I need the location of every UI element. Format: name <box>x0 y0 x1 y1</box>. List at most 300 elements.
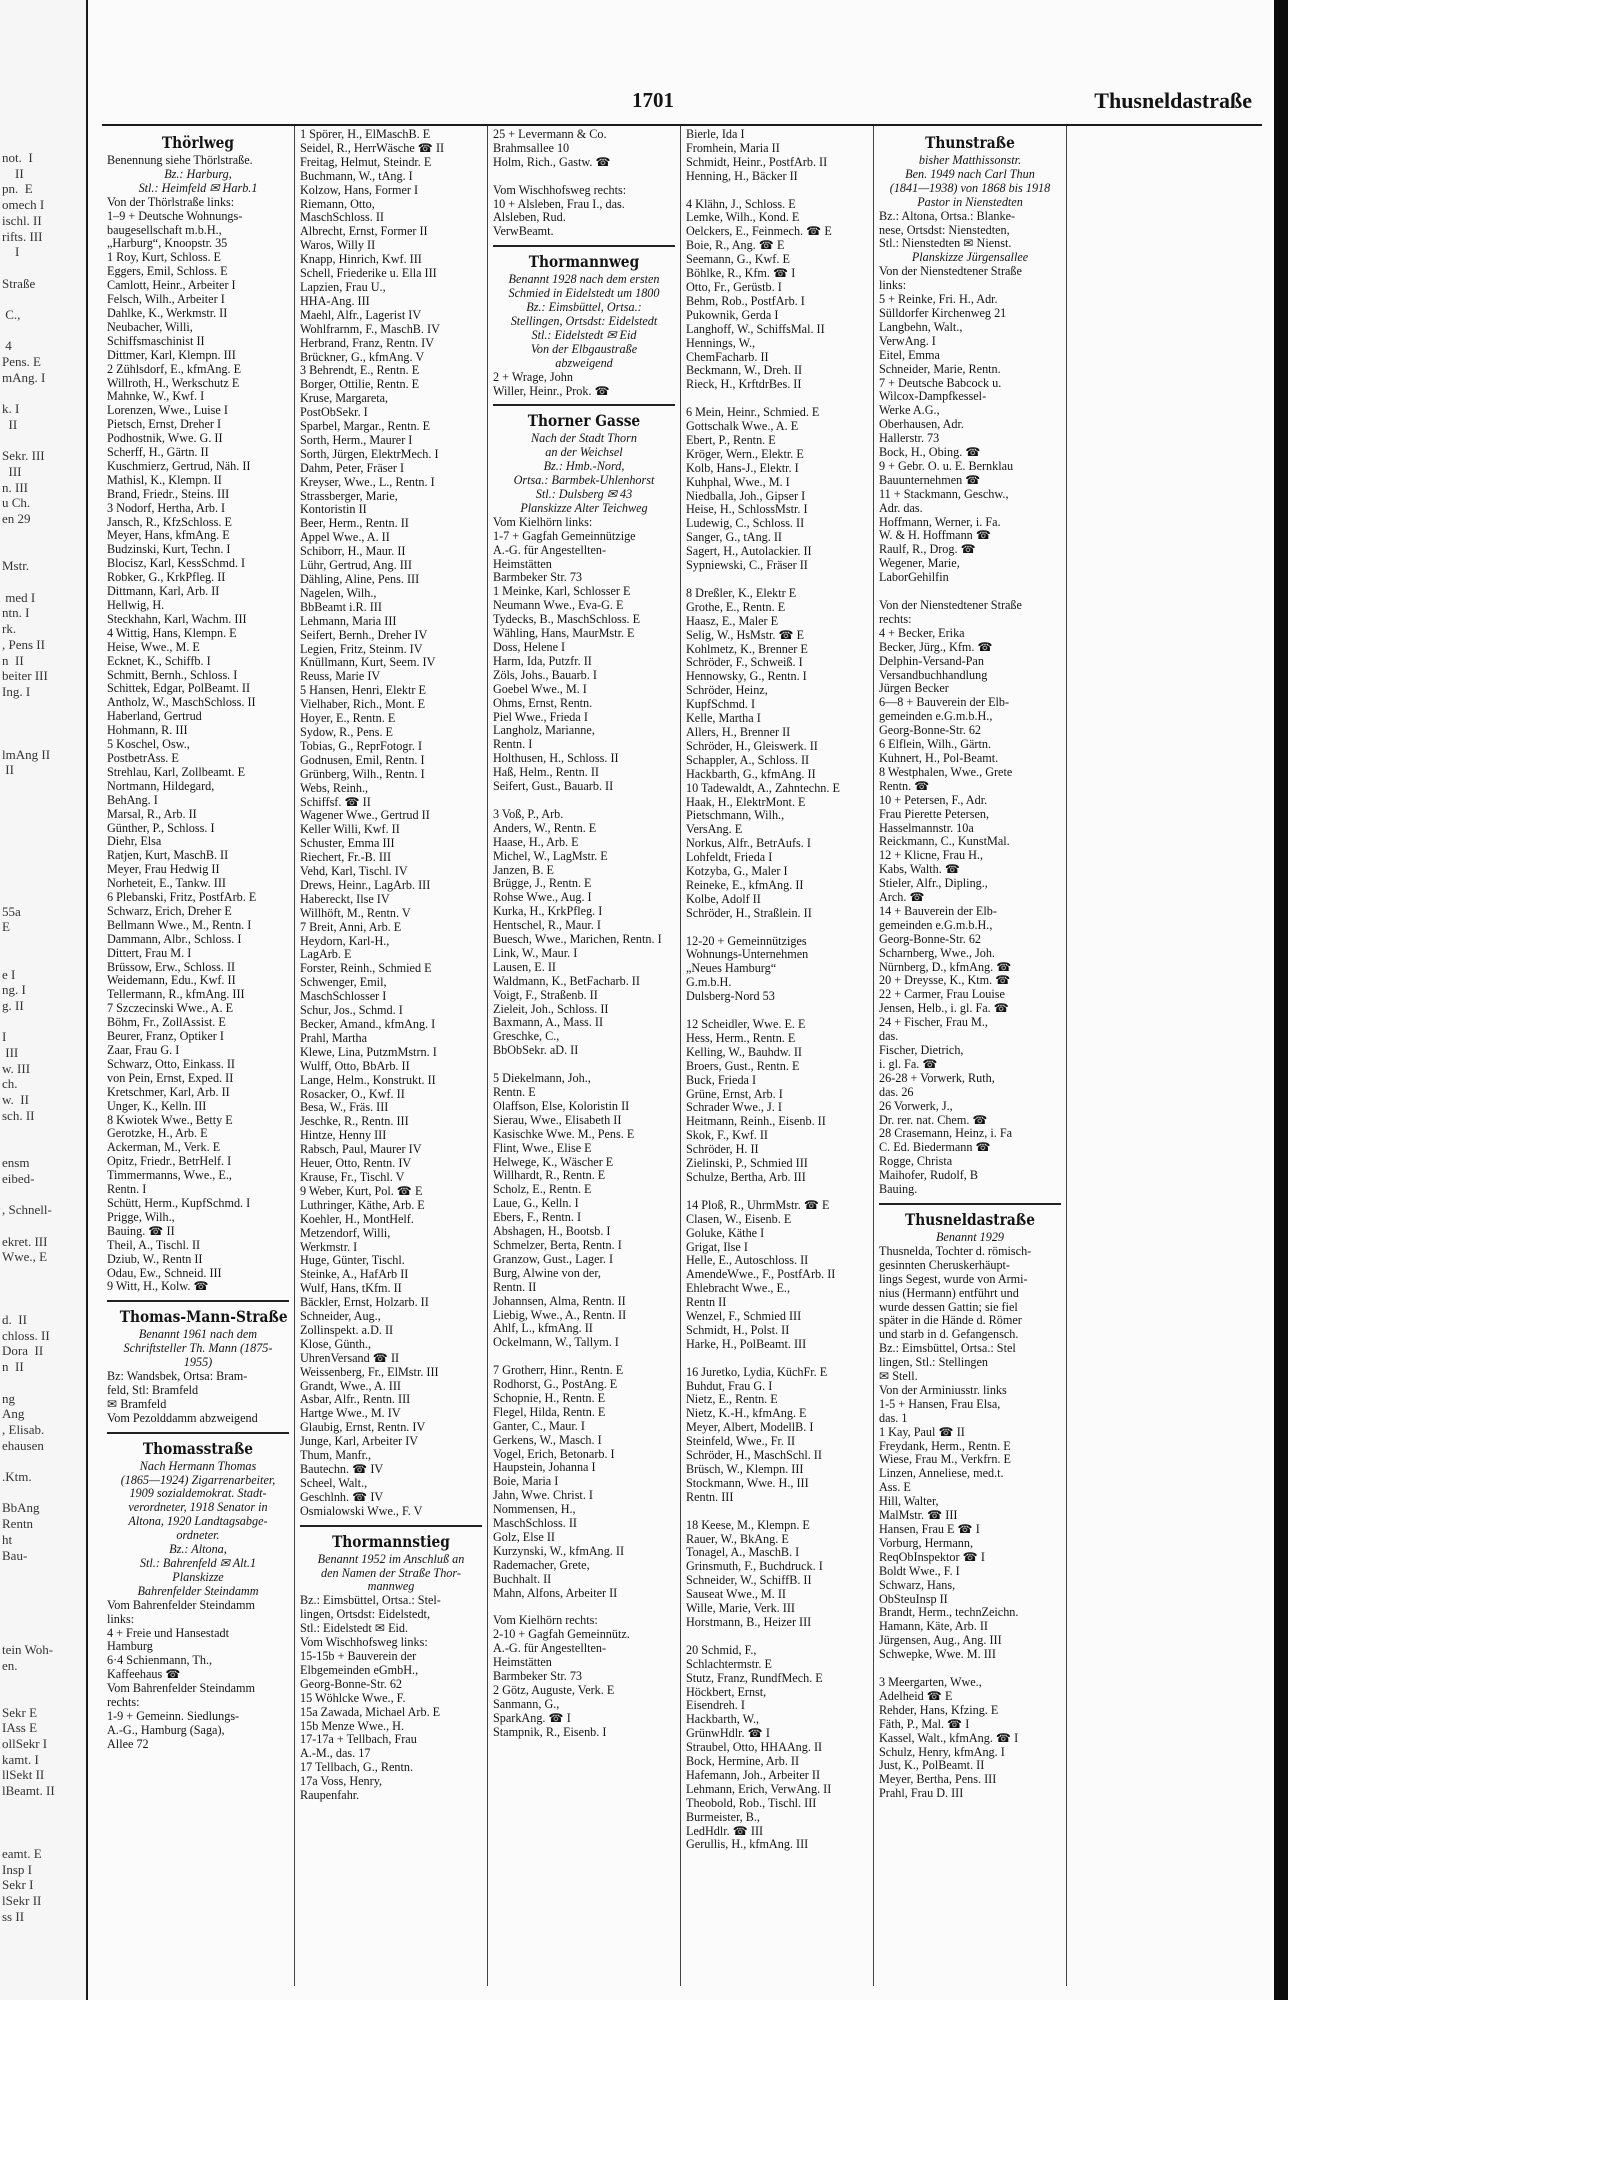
street-note: verordneter, 1918 Senator in <box>128 1501 268 1515</box>
street-note: 1909 sozialdemokrat. Stadt- <box>129 1487 267 1501</box>
directory-entry: Mathisl, K., Klempn. II <box>107 473 222 487</box>
directory-entry: Bäckler, Ernst, Holzarb. II <box>300 1296 429 1310</box>
directory-entry: Sülldorfer Kirchenweg 21 <box>879 306 1007 320</box>
directory-entry: Behm, Rob., PostfArb. I <box>686 294 805 308</box>
directory-entry: Jürgen Becker <box>879 682 949 696</box>
directory-entry: Schwarz, Hans, <box>879 1578 956 1592</box>
directory-entry: Reickmann, C., KunstMal. <box>879 835 1010 849</box>
directory-entry: Rabsch, Paul, Maurer IV <box>300 1143 422 1157</box>
directory-entry: Horstmann, B., Heizer III <box>686 1615 812 1629</box>
directory-entry: Knapp, Hinrich, Kwf. III <box>300 253 422 267</box>
directory-entry: Bock, Hermine, Arb. II <box>686 1755 800 1769</box>
directory-entry: Wagener Wwe., Gertrud II <box>300 809 430 823</box>
directory-entry: 8 Westphalen, Wwe., Grete <box>879 765 1013 779</box>
directory-entry: 20 Schmid, F., <box>686 1643 757 1657</box>
directory-entry: Georg-Bonne-Str. 62 <box>300 1677 403 1691</box>
directory-entry: Wilcox-Dampfkessel- <box>879 390 987 404</box>
directory-entry: Robker, G., KrkPfleg. II <box>107 571 226 585</box>
directory-entry: ✉ Bramfeld <box>107 1397 167 1411</box>
directory-entry: Beurer, Franz, Optiker I <box>107 1030 224 1044</box>
directory-entry: 2-10 + Gagfah Gemeinnütz. <box>493 1628 630 1642</box>
directory-entry: 17a Voss, Henry, <box>300 1775 383 1789</box>
directory-entry: Laue, G., Kelln. I <box>493 1197 579 1211</box>
directory-entry: Lange, Helm., Konstrukt. II <box>300 1073 436 1087</box>
directory-entry: Schur, Jos., Schmd. I <box>300 1004 403 1018</box>
directory-entry: Schlachtermstr. E <box>686 1657 772 1671</box>
directory-entry: MaschSchlosser I <box>300 990 387 1004</box>
directory-entry: Schmidt, Heinr., PostfArb. II <box>686 155 828 169</box>
directory-entry: Rentn. II <box>493 1280 537 1294</box>
directory-entry: Dahm, Peter, Fräser I <box>300 461 405 475</box>
directory-entry: Sparbel, Margar., Rentn. E <box>300 420 431 434</box>
directory-entry: Stl.: Eidelstedt ✉ Eid. <box>300 1622 409 1636</box>
directory-entry: Bautechn. ☎ IV <box>300 1463 384 1476</box>
directory-entry: Lorenzen, Wwe., Luise I <box>107 404 228 418</box>
directory-entry: Theil, A., Tischl. II <box>107 1238 201 1252</box>
directory-columns <box>102 126 1262 1986</box>
directory-entry: Hentschel, R., Maur. I <box>493 919 601 933</box>
directory-entry: Prahl, Frau D. III <box>879 1787 964 1801</box>
directory-entry: Ockelmann, W., Tallym. I <box>493 1336 619 1350</box>
directory-entry: Ackerman, M., Verk. E <box>107 1141 221 1155</box>
section-divider <box>107 1300 289 1302</box>
directory-entry: 9 Weber, Kurt, Pol. ☎ E <box>300 1184 423 1198</box>
directory-entry: Sypniewski, C., Fräser II <box>686 559 808 573</box>
directory-entry: Buck, Frieda I <box>686 1073 757 1087</box>
directory-entry: Kohlmetz, K., Brenner E <box>686 642 808 656</box>
directory-entry: Schittek, Edgar, PolBeamt. II <box>107 682 251 696</box>
directory-entry: 15-15b + Bauverein der <box>300 1649 417 1663</box>
directory-entry: Wohnungs-Unternehmen <box>686 948 809 962</box>
directory-entry: Reuss, Marie IV <box>300 670 381 684</box>
directory-entry: Knüllmann, Kurt, Seem. IV <box>300 656 436 670</box>
directory-entry: Riechert, Fr.-B. III <box>300 851 392 865</box>
directory-entry: Dittmann, Karl, Arb. II <box>107 585 220 599</box>
directory-entry: Brügge, J., Rentn. E <box>493 877 592 891</box>
directory-entry <box>686 392 868 406</box>
directory-entry: Buchmann, W., tAng. I <box>300 169 413 183</box>
directory-entry: Johannsen, Alma, Rentn. II <box>493 1294 626 1308</box>
directory-entry: Georg-Bonne-Str. 62 <box>879 724 982 738</box>
street-heading: Thormannweg <box>528 252 640 272</box>
directory-entry: Hackbarth, G., kfmAng. II <box>686 767 816 781</box>
directory-entry: Seemann, G., Kwf. E <box>686 253 790 267</box>
directory-entry: Pietsch, Ernst, Dreher I <box>107 418 222 432</box>
directory-entry: Werke A.G., <box>879 404 940 418</box>
street-note: Planskizze <box>172 1570 224 1584</box>
directory-entry: Von der Arminiusstr. links <box>879 1383 1007 1397</box>
directory-entry: Dittert, Frau M. I <box>107 946 192 960</box>
directory-entry: Scheel, Walt., <box>300 1476 368 1490</box>
directory-entry: Zaar, Frau G. I <box>107 1044 180 1057</box>
directory-entry: Rodhorst, G., PostAng. E <box>493 1378 618 1392</box>
directory-entry: Waros, Willy II <box>300 239 376 253</box>
street-note: ordneter. <box>176 1529 220 1543</box>
directory-entry: Nortmann, Hildegard, <box>107 779 215 793</box>
directory-entry: Vorburg, Hermann, <box>879 1536 973 1550</box>
directory-entry: Strassberger, Marie, <box>300 489 398 503</box>
directory-entry: nese, Ortsdst: Nienstedten, <box>879 223 1010 237</box>
directory-entry: G.m.b.H. <box>686 976 732 990</box>
directory-entry: 9 + Gebr. O. u. E. Bernklau <box>879 459 1014 473</box>
directory-entry: Vom Bahrenfelder Steindamm <box>107 1682 256 1696</box>
directory-entry: Sagert, H., Autolackier. II <box>686 545 812 559</box>
street-note: Stellingen, Ortsdst: Eidelstedt <box>510 314 658 328</box>
directory-entry: Gerullis, H., kfmAng. III <box>686 1838 809 1852</box>
directory-entry: Appel Wwe., A. II <box>300 531 390 545</box>
directory-entry: Schwepke, Wwe. M. III <box>879 1648 996 1662</box>
directory-entry: Bierle, Ida I <box>686 128 745 141</box>
directory-entry: 15b Menze Wwe., H. <box>300 1719 405 1733</box>
directory-entry: Rademacher, Grete, <box>493 1558 590 1572</box>
directory-entry: 1 Meinke, Karl, Schlosser E <box>493 585 631 599</box>
directory-entry: 2 + Wrage, John <box>493 370 573 384</box>
directory-entry: Rogge, Christa <box>879 1155 953 1169</box>
section-divider <box>493 245 675 247</box>
directory-entry: Koehler, H., MontHelf. <box>300 1212 414 1226</box>
directory-entry: Clasen, W., Eisenb. E <box>686 1212 792 1226</box>
directory-entry: Arch. ☎ <box>879 891 925 905</box>
directory-entry: Langhoff, W., SchiffsMal. II <box>686 322 825 336</box>
directory-entry: Liebig, Wwe., A., Rentn. II <box>493 1308 627 1322</box>
directory-entry: das. 1 <box>879 1411 908 1425</box>
directory-entry: Kröger, Wern., Elektr. E <box>686 447 804 461</box>
directory-entry: Ass. E <box>879 1481 911 1495</box>
directory-entry: Baxmann, A., Mass. II <box>493 1016 604 1030</box>
directory-entry: Heise, Wwe., M. E <box>107 640 200 654</box>
directory-entry: 2 Zühlsdorf, E., kfmAng. E <box>107 362 242 376</box>
directory-entry: VerwAng. I <box>879 334 936 348</box>
directory-entry: „Neues Hamburg“ <box>686 962 777 976</box>
directory-entry: Böhm, Fr., ZollAssist. E <box>107 1016 226 1030</box>
directory-entry: Neumann Wwe., Eva-G. E <box>493 599 624 613</box>
directory-entry: lingen, Stl.: Stellingen <box>879 1356 989 1370</box>
directory-entry: Stutz, Franz, RundfMech. E <box>686 1671 823 1685</box>
directory-entry: Thum, Manfr., <box>300 1449 372 1463</box>
directory-entry: das. <box>879 1030 899 1044</box>
directory-entry: Schuster, Emma III <box>300 837 395 851</box>
directory-entry: Jeschke, R., Rentn. III <box>300 1115 409 1129</box>
directory-entry: Wohlfrarnm, F., MaschB. IV <box>300 322 440 336</box>
directory-entry: Schröder, H., Gleiswerk. II <box>686 739 818 753</box>
street-note: Benannt 1928 nach dem ersten <box>508 273 660 287</box>
directory-entry: PostObSekr. I <box>300 406 368 420</box>
directory-entry: Zöls, Johs., Bauarb. I <box>493 668 597 682</box>
page-number: 1701 <box>632 88 674 112</box>
directory-entry: Hintze, Henny III <box>300 1129 387 1143</box>
directory-entry: Doss, Helene I <box>493 641 566 654</box>
directory-entry: 16 Juretko, Lydia, KüchFr. E <box>686 1365 828 1379</box>
directory-entry: Kotzyba, G., Maler I <box>686 865 788 879</box>
directory-entry: Lausen, E. II <box>493 960 556 974</box>
directory-entry: 10 + Petersen, F., Adr. <box>879 793 988 807</box>
directory-entry: Selig, W., HsMstr. ☎ E <box>686 628 805 642</box>
directory-entry: Heimstätten <box>493 1656 552 1670</box>
directory-entry: Grigat, Ilse I <box>686 1240 748 1254</box>
directory-entry: Flint, Wwe., Elise E <box>493 1141 592 1155</box>
directory-entry: Kretschmer, Karl, Arb. II <box>107 1085 230 1099</box>
directory-entry: 12 + Klicne, Frau H., <box>879 849 984 863</box>
directory-entry: 3 Voß, P., Arb. <box>493 807 564 821</box>
directory-entry: Steckhahn, Karl, Wachm. III <box>107 612 247 626</box>
directory-entry: Schulze, Bertha, Arb. III <box>686 1170 806 1184</box>
directory-entry: Brahmsallee 10 <box>493 141 570 155</box>
directory-entry: 15 Wöhlcke Wwe., F. <box>300 1691 406 1705</box>
page-header <box>102 84 1262 126</box>
directory-entry: KupfSchmd. I <box>686 698 756 712</box>
directory-entry: Boie, Maria I <box>493 1475 559 1489</box>
directory-entry: Sierau, Wwe., Elisabeth II <box>493 1113 622 1127</box>
directory-entry: Hamburg <box>107 1640 153 1654</box>
directory-entry: Sauseat Wwe., M. II <box>686 1588 786 1602</box>
directory-entry: Nürnberg, D., kfmAng. ☎ <box>879 960 1012 974</box>
directory-entry: Seifert, Bernh., Dreher IV <box>300 628 428 642</box>
directory-entry: Anders, W., Rentn. E <box>493 821 597 835</box>
directory-entry: 6·4 Schienmann, Th., <box>107 1654 213 1668</box>
directory-entry: Granzow, Gust., Lager. I <box>493 1252 614 1266</box>
directory-entry: 15a Zawada, Michael Arb. E <box>300 1705 441 1719</box>
street-note: Benannt 1961 nach dem <box>138 1328 258 1342</box>
street-heading: Thusneldastraße <box>905 1209 1035 1229</box>
directory-entry: Haase, H., Arb. E <box>493 835 579 849</box>
directory-entry: 3 Nodorf, Hertha, Arb. I <box>107 501 226 515</box>
street-note: Von der Elbgaustraße <box>530 342 638 356</box>
directory-entry: Freitag, Helmut, Steindr. E <box>300 155 432 169</box>
directory-entry: Grinsmuth, F., Buchdruck. I <box>686 1560 823 1574</box>
directory-entry: Schwarz, Erich, Dreher E <box>107 904 232 918</box>
directory-entry: Heydorn, Karl-H., <box>300 934 390 948</box>
directory-entry: 14 + Bauverein der Elb- <box>879 904 997 918</box>
directory-entry: Grüne, Ernst, Arb. I <box>686 1087 783 1101</box>
directory-entry: wurde dessen Gattin; sie fiel <box>879 1300 1018 1314</box>
directory-entry: Haak, H., ElektrMont. E <box>686 795 806 809</box>
directory-entry <box>686 1004 868 1018</box>
directory-entry: Holthusen, H., Schloss. II <box>493 752 619 766</box>
directory-entry: Kaffeehaus ☎ <box>107 1668 181 1682</box>
street-note: Schmied in Eidelstedt um 1800 <box>508 287 660 301</box>
directory-entry: Kreyser, Wwe., L., Rentn. I <box>300 475 435 489</box>
directory-entry: Skok, F., Kwf. II <box>686 1129 768 1143</box>
directory-entry: Ganter, C., Maur. I <box>493 1419 585 1433</box>
directory-entry: Adelheid ☎ E <box>879 1689 953 1703</box>
directory-entry: Weidemann, Edu., Kwf. II <box>107 974 236 988</box>
directory-entry: Theobold, Rob., Tischl. III <box>686 1796 817 1810</box>
directory-entry: Schütt, Herm., KupfSchmd. I <box>107 1196 251 1210</box>
directory-entry: Rieck, H., KrftdrBes. II <box>686 378 802 392</box>
directory-entry: Pukownik, Gerda I <box>686 308 779 322</box>
directory-entry: Besa, W., Fräs. III <box>300 1101 389 1115</box>
directory-entry: nius (Hermann) entführt und <box>879 1286 1019 1300</box>
street-note: mannweg <box>367 1580 415 1594</box>
directory-entry: Jürgensen, Aug., Ang. III <box>879 1634 1002 1648</box>
directory-entry: Dahlke, K., Werkmstr. II <box>107 306 228 320</box>
directory-entry: Schröder, F., Schweiß. I <box>686 656 803 670</box>
directory-entry: Brandt, Herm., technZeichn. <box>879 1606 1019 1620</box>
street-heading: Thunstraße <box>925 133 1015 152</box>
directory-entry: Janzen, B. E <box>493 863 554 877</box>
directory-entry: Seifert, Gust., Bauarb. II <box>493 780 614 794</box>
directory-entry: PostbetrAss. E <box>107 751 179 765</box>
directory-entry: ✉ Stell. <box>879 1370 918 1384</box>
directory-entry: Hackbarth, W., <box>686 1713 760 1727</box>
adjacent-page-fragments: not. I II pn. E omech I ischl. II rifts. III I Straße C., 4 Pens. E mAng. I k. I II Sekr. III III n. III u Ch. en 29 Mstr. med I ntn. I rk. , Pens II n II beiter III Ing. I lmAng II II 55a E e I ng. I g. II I III w. III ch. w. II sch. II ensm eibed- , Schnell- ekret. III Wwe., E d. II chloss. II Dora II n II ng Ang , Elisab. ehausen .Ktm. BbAng Rentn ht Bau- tein Woh- en. Sekr E IAss E ollSekr I kamt. I llSekt II lBeamt. II eamt. E Insp I Sekr I lSekr II ss II <box>2 150 55 1924</box>
street-note: Planskizze Jürgensallee <box>911 251 1029 265</box>
directory-entry: Hohmann, R. III <box>107 724 188 738</box>
directory-entry <box>879 585 1061 599</box>
directory-entry <box>686 573 868 587</box>
directory-entry: ObSteuInsp II <box>879 1592 948 1606</box>
directory-entry: Bz.: Eimsbüttel, Ortsa.: Stel- <box>300 1594 441 1608</box>
directory-entry: 1 Roy, Kurt, Schloss. E <box>107 251 221 265</box>
directory-entry: feld, Stl: Bramfeld <box>107 1383 199 1397</box>
street-note: (1841—1938) von 1868 bis 1918 <box>889 181 1051 195</box>
directory-entry: Benennung siehe Thörlstraße. <box>107 154 253 167</box>
directory-entry: 18 Keese, M., Klempn. E <box>686 1518 810 1532</box>
directory-entry: Hallerstr. 73 <box>879 432 940 446</box>
directory-entry: 4 + Freie und Hansestadt <box>107 1626 229 1640</box>
street-note: Stl.: Eidelstedt ✉ Eid <box>531 328 637 342</box>
directory-entry: Steinke, A., HafArb II <box>300 1268 409 1282</box>
directory-entry: Wegener, Marie, <box>879 557 960 571</box>
directory-entry: Wulff, Otto, BbArb. II <box>300 1059 410 1073</box>
directory-entry: Georg-Bonne-Str. 62 <box>879 932 982 946</box>
directory-entry: Harke, H., PolBeamt. III <box>686 1337 807 1351</box>
adjacent-page-edge <box>0 0 88 2000</box>
directory-entry: Schmelzer, Berta, Rentn. I <box>493 1238 622 1252</box>
street-note: Pastor in Nienstedten <box>917 195 1023 209</box>
directory-entry: 12 Scheidler, Wwe. E. E <box>686 1018 806 1031</box>
directory-entry: Kassel, Walt., kfmAng. ☎ I <box>879 1731 1019 1745</box>
directory-entry: Rentn. III <box>686 1490 734 1504</box>
directory-entry: Nietz, K.-H., kfmAng. E <box>686 1407 807 1421</box>
directory-entry: 10 Tadewaldt, A., Zahntechn. E <box>686 781 840 795</box>
directory-entry: Helwege, K., Wäscher E <box>493 1155 614 1169</box>
directory-entry: Raulf, R., Drog. ☎ <box>879 543 976 557</box>
directory-entry: Grothe, E., Rentn. E <box>686 600 786 614</box>
directory-entry: Stockmann, Wwe. H., III <box>686 1476 809 1490</box>
directory-entry: Huge, Günter, Tischl. <box>300 1254 405 1268</box>
directory-entry: Jahn, Wwe. Christ. I <box>493 1489 593 1503</box>
directory-entry: Bauing. ☎ II <box>107 1224 175 1238</box>
directory-entry: Kurzynski, W., kfmAng. II <box>493 1544 625 1558</box>
directory-entry: Waldmann, K., BetFacharb. II <box>493 974 640 988</box>
directory-entry: VersAng. E <box>686 823 743 837</box>
directory-entry: Von der Nienstedtener Straße <box>879 599 1022 612</box>
column-6 <box>1067 126 1260 1986</box>
directory-entry: ChemFacharb. II <box>686 350 769 364</box>
street-note: Ben. 1949 nach Carl Thun <box>905 167 1035 181</box>
directory-entry: Hess, Herm., Rentn. E <box>686 1031 796 1045</box>
street-note: Bz.: Altona, <box>169 1543 227 1557</box>
directory-entry: Legien, Fritz, Steinm. IV <box>300 642 423 656</box>
directory-entry: Bauunternehmen ☎ <box>879 473 981 487</box>
directory-entry: Norkus, Alfr., BetrAufs. I <box>686 837 811 851</box>
directory-entry: Ludewig, C., Schloss. II <box>686 517 805 531</box>
street-note: Nach der Stadt Thorn <box>531 432 637 446</box>
directory-entry: 26-28 + Vorwerk, Ruth, <box>879 1071 995 1085</box>
directory-entry: Oberhausen, Adr. <box>879 418 964 432</box>
directory-entry: Niedballa, Joh., Gipser I <box>686 489 806 503</box>
directory-entry: Frau Pierette Petersen, <box>879 807 989 821</box>
directory-entry: Schulz, Henry, kfmAng. I <box>879 1745 1005 1759</box>
section-divider <box>493 404 675 406</box>
directory-entry: Schappler, A., Schloss. II <box>686 753 810 767</box>
directory-entry: Piel Wwe., Frieda I <box>493 710 588 724</box>
directory-entry: Stieler, Alfr., Dipling., <box>879 877 988 891</box>
directory-entry: Pietschmann, Wilh., <box>686 809 785 823</box>
directory-entry: Dulsberg-Nord 53 <box>686 990 775 1004</box>
directory-entry: Unger, K., Kelln. III <box>107 1099 207 1113</box>
directory-entry: Kontoristin II <box>300 503 367 517</box>
directory-entry: 20 + Dreysse, K., Ktm. ☎ <box>879 974 1011 988</box>
directory-entry: Goluke, Käthe I <box>686 1226 765 1240</box>
directory-entry: Beer, Herm., Rentn. II <box>300 517 409 531</box>
directory-entry: Ebers, F., Rentn. I <box>493 1211 582 1225</box>
directory-entry: Kruse, Margareta, <box>300 392 389 406</box>
directory-entry: Opitz, Friedr., BetrHelf. I <box>107 1155 232 1169</box>
directory-entry: 6—8 + Bauverein der Elb- <box>879 696 1010 710</box>
directory-entry: Gerotzke, H., Arb. E <box>107 1127 208 1141</box>
directory-entry: Bock, H., Obing. ☎ <box>879 446 981 460</box>
directory-entry: LaborGehilfin <box>879 571 949 585</box>
directory-entry <box>686 921 868 935</box>
street-note: Benannt 1929 <box>935 1230 1005 1244</box>
directory-entry: Schiborr, H., Maur. II <box>300 545 406 559</box>
directory-entry: i. gl. Fa. ☎ <box>879 1057 938 1071</box>
directory-entry: ReqObInspektor ☎ I <box>879 1550 985 1564</box>
directory-entry: 7 Breit, Anni, Arb. E <box>300 920 402 934</box>
directory-entry: Schröder, H., Straßlein. II <box>686 906 812 920</box>
directory-entry: 1–9 + Deutsche Wohnungs- <box>107 209 243 223</box>
directory-entry <box>493 1058 675 1072</box>
directory-entry: Schrader Wwe., J. I <box>686 1101 782 1115</box>
directory-entry: Schwenger, Emil, <box>300 976 387 990</box>
directory-entry: Fäth, P., Mal. ☎ I <box>879 1717 970 1731</box>
directory-entry: Ecknet, K., Schiffb. I <box>107 654 211 668</box>
directory-entry: Heuer, Otto, Rentn. IV <box>300 1157 412 1171</box>
directory-entry: gesinnten Cheruskerhäupt- <box>879 1258 1010 1272</box>
directory-entry: Habereckt, Ilse IV <box>300 892 390 906</box>
directory-entry: 26 Vorwerk, J., <box>879 1099 953 1113</box>
directory-entry: Schopnie, H., Rentn. E <box>493 1391 606 1405</box>
directory-entry: Just, K., PolBeamt. II <box>879 1759 985 1773</box>
directory-entry: Harm, Ida, Putzfr. II <box>493 654 592 668</box>
directory-entry: Rohse Wwe., Aug. I <box>493 891 592 905</box>
street-note: Benannt 1952 im Anschluß an <box>317 1552 465 1566</box>
directory-entry: Tydecks, B., MaschSchloss. E <box>493 613 641 627</box>
directory-entry: Schiffsmaschinist II <box>107 334 205 348</box>
directory-entry: Rehder, Hans, Kfzing. E <box>879 1703 999 1717</box>
directory-entry: Timmermanns, Wwe., E., <box>107 1169 232 1183</box>
directory-entry: MaschSchloss. II <box>300 211 384 225</box>
directory-entry <box>686 184 868 198</box>
directory-entry: baugesellschaft m.b.H., <box>107 223 222 237</box>
directory-entry: 1 Spörer, H., ElMaschB. E <box>300 128 431 141</box>
directory-entry: Höckbert, Ernst, <box>686 1685 767 1699</box>
directory-entry: 11 + Stackmann, Geschw., <box>879 487 1009 501</box>
directory-entry: Eitel, Emma <box>879 348 940 362</box>
street-note: Stl.: Heimfeld ✉ Harb.1 <box>138 181 258 195</box>
directory-entry: Günther, P., Schloss. I <box>107 821 215 835</box>
directory-entry: Brückner, G., kfmAng. V <box>300 350 425 364</box>
directory-entry: Kelling, W., Bauhdw. II <box>686 1045 802 1059</box>
directory-entry: Meyer, Frau Hedwig II <box>107 863 220 877</box>
directory-entry: Hennings, W., <box>686 336 756 350</box>
directory-entry: Kasischke Wwe. M., Pens. E <box>493 1127 635 1141</box>
directory-entry: 8 Kwiotek Wwe., Betty E <box>107 1113 233 1127</box>
column-5 <box>874 126 1067 1986</box>
directory-entry: C. Ed. Biedermann ☎ <box>879 1141 991 1155</box>
